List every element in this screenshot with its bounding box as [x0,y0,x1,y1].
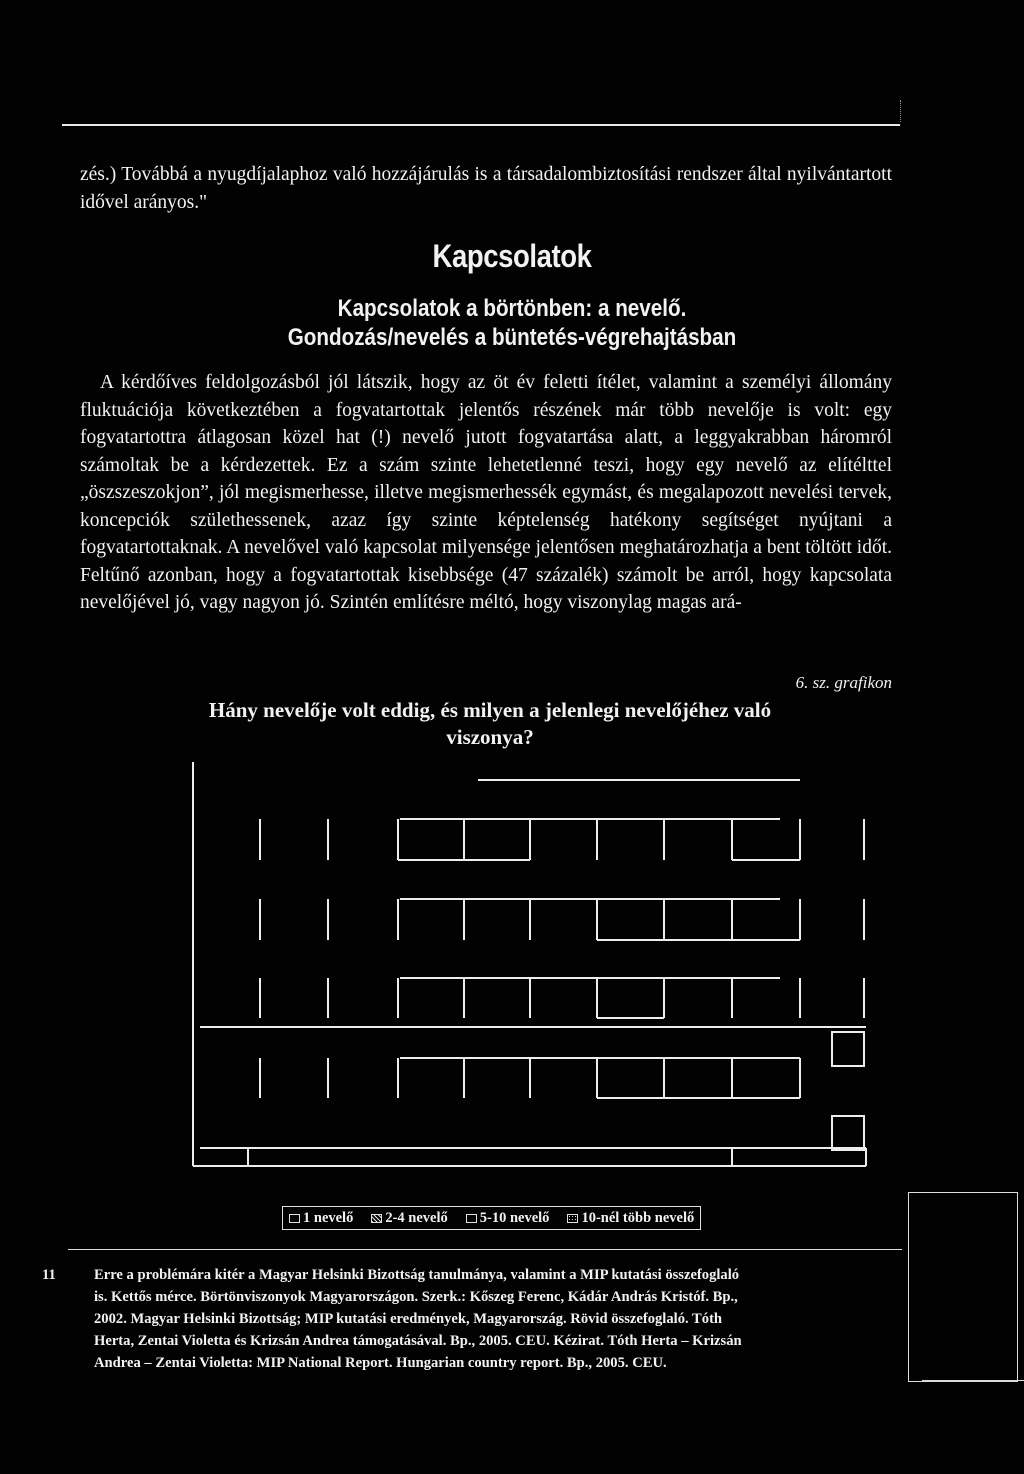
legend-item [371,1210,447,1227]
footnote-line-4: Herta, Zentai Violetta és Krizsán Andrea támogatásával. Bp., 2005. CEU. Kézirat. Tóth Herta – Krizsán [94,1333,742,1349]
chart-bar-box [832,1032,864,1066]
chart-legend [282,1206,701,1230]
section-title: Kapcsolatok [432,238,592,274]
footnote-number: 11 [42,1267,56,1283]
subtitle-line-2: Gondozás/nevelés a büntetés-végrehajtásban [287,324,737,351]
footnote-text: Erre a problémára kitér a Magyar Helsinki Bizottság tanulmánya, valamint a MIP kutatási összefoglaló [94,1267,740,1283]
legend-item [466,1210,550,1227]
footnote-line-3: 2002. Magyar Helsinki Bizottság; MIP kutatási eredmények, Magyarország. Rövid összefoglaló. Tóth [94,1311,723,1327]
legend-swatch-1 [289,1214,300,1223]
footnote-line-5: Andrea – Zentai Violetta: MIP National Report. Hungarian country report. Bp., 2005. CEU. [94,1355,667,1371]
legend-swatch-3 [466,1214,477,1223]
footnote [42,1264,898,1374]
edge-mark [900,100,902,122]
legend-label: 5-10 nevelő [479,1209,550,1226]
margin-rule [922,1380,1024,1381]
figure-title-line-2: viszonya? [446,725,534,749]
paragraph-continuation: zés.) Továbbá a nyugdíjalaphoz való hozzájárulás is a társadalombiztosítási rendszer által nyilvántartott idővel arányos." [80,164,892,213]
figure-title [150,697,830,751]
figure-label: 6. sz. grafikon [795,673,892,692]
footnote-rule [68,1249,902,1250]
legend-label: 1 nevelő [303,1209,354,1226]
legend-label: 10-nél több nevelő [581,1209,695,1226]
legend-label: 2-4 nevelő [385,1209,448,1226]
top-rule [62,124,900,126]
footnote-line-2: is. Kettős mérce. Börtönviszonyok Magyarországon. Szerk.: Kőszeg Ferenc, Kádár András Kristóf. Bp., [94,1289,738,1305]
legend-swatch-2 [371,1214,382,1223]
margin-box [908,1192,1018,1382]
figure-title-line-1: Hány nevelője volt eddig, és milyen a jelenlegi nevelőjéhez való [208,698,772,722]
legend-item [567,1210,694,1227]
subtitle-line-1: Kapcsolatok a börtönben: a nevelő. [337,295,687,322]
body-paragraph: A kérdőíves feldolgozásból jól látszik, hogy az öt év feletti ítélet, valamint a személyi állomány fluktuációja következtében a fogvatartottak jelentős részének már több nevelője is volt: egy fogvatartottra átlagosan közel hat (!) nevelő jutott fogvatartása alatt, a leggyakrabban háromról számoltak be a kérdezettek. Ez a szám szinte lehetetlenné teszi, hogy egy nevelő az elítélttel „öszszeszokjon”, jól megismerhesse, illetve megismerhessék egymást, és megalapozott nevelési tervek, koncepciók születhessenek, azaz így szinte képtelenség hatékony segítséget nyújtani a fogvatartottaknak. A nevelővel való kapcsolat milyensége jelentősen meghatározhatja a bent töltött időt. Feltűnő azonban, hogy a fogvatartottak kisebbsége (47 százalék) számolt be arról, hogy kapcsolata nevelőjével jó, vagy nagyon jó. Szintén említésre méltó, hogy viszonylag magas ará- [80,372,892,613]
chart-bar-box [832,1116,864,1150]
footnote-line-1 [42,1264,898,1286]
legend-swatch-4 [567,1214,578,1223]
legend-item [289,1210,353,1227]
